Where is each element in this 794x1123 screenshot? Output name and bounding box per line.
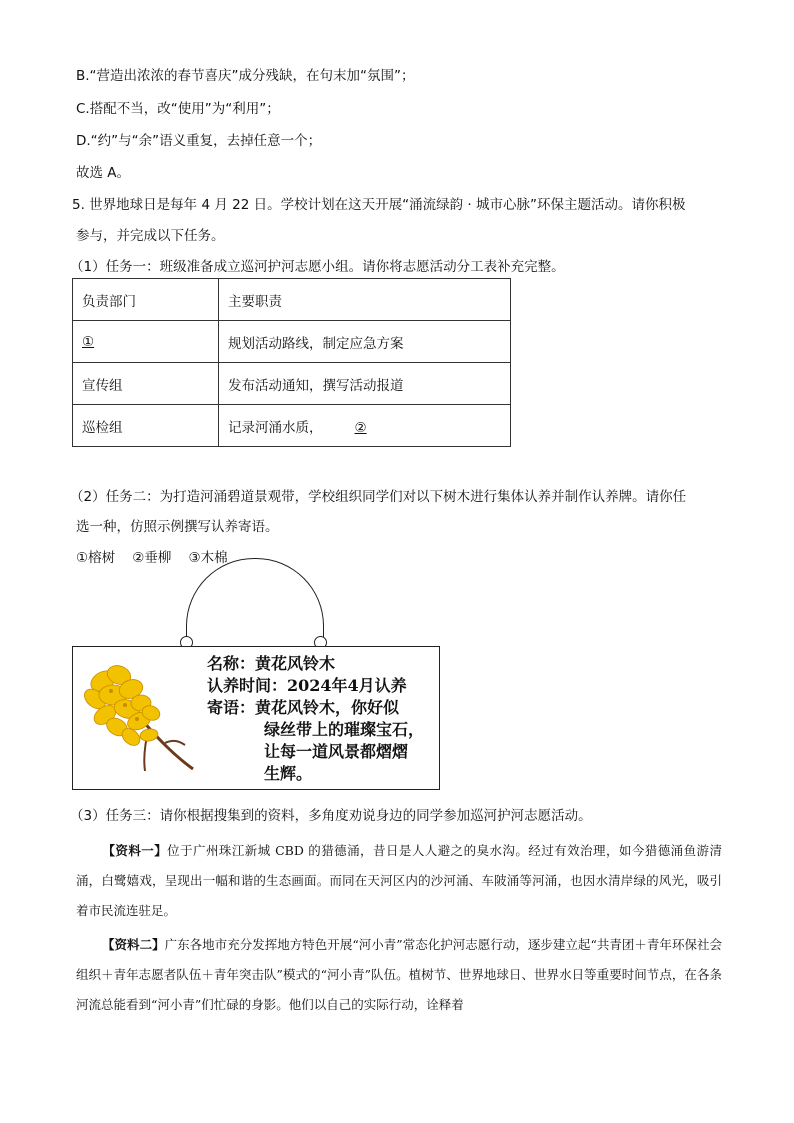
question-5-line-2: 参与，并完成以下任务。 bbox=[76, 228, 225, 244]
answer-line-d: D.“约”与“余”语义重复，去掉任意一个； bbox=[76, 133, 322, 149]
material-2-label: 【资料二】 bbox=[102, 937, 165, 952]
sign-message-line-1: 寄语：黄花风铃木，你好似 bbox=[207, 698, 400, 717]
task-2-prompt-line-2: 选一种，仿照示例撰写认养寄语。 bbox=[76, 519, 279, 535]
table-row bbox=[73, 363, 511, 405]
sign-message-line-4: 生辉。 bbox=[264, 764, 313, 783]
table-cell bbox=[219, 405, 511, 447]
table-cell: 规划活动路线，制定应急方案 bbox=[219, 321, 511, 363]
table-header-cell: 主要职责 bbox=[219, 279, 511, 321]
table-row bbox=[73, 321, 511, 363]
table-cell-blank-1 bbox=[73, 321, 219, 363]
table-cell: 发布活动通知，撰写活动报道 bbox=[219, 363, 511, 405]
sign-message-line-3: 让每一道风景都熠熠 bbox=[264, 742, 409, 761]
sign-adopt-time: 认养时间：2024年4月认养 bbox=[207, 676, 407, 695]
duty-table bbox=[72, 278, 511, 447]
material-1-text: 位于广州珠江新城 CBD 的猎德涌，昔日是人人避之的臭水沟。经过有效治理，如今猎德涌鱼游清涌，白鹭嬉戏，呈现出一幅和谐的生态画面。而同在天河区内的沙河涌、车陂涌等河涌，也因水清岸绿的风光，吸引着市民流连驻足。 bbox=[76, 843, 722, 918]
table-header-row bbox=[73, 279, 511, 321]
task-3-prompt: （3）任务三：请你根据搜集到的资料，多角度劝说身边的同学参加巡河护河志愿活动。 bbox=[70, 808, 592, 824]
question-5-line-1: 5. 世界地球日是每年 4 月 22 日。学校计划在这天开展“涌流绿韵 · 城市心脉”环保主题活动。请你积极 bbox=[72, 197, 686, 213]
blank-marker: ① bbox=[82, 333, 95, 350]
table-cell-text: 记录河涌水质， bbox=[228, 419, 323, 436]
blank-marker: ② bbox=[354, 419, 367, 436]
sign-text bbox=[207, 653, 424, 785]
table-header-cell: 负责部门 bbox=[73, 279, 219, 321]
table-cell: 宣传组 bbox=[73, 363, 219, 405]
material-2 bbox=[76, 930, 722, 1020]
material-2-text: 广东各地市充分发挥地方特色开展“河小青”常态化护河志愿行动，逐步建立起“共青团＋青年环保社会组织＋青年志愿者队伍＋青年突击队”模式的“河小青”队伍。植树节、世界地球日、世界水日等重要时间节点，在各条河流总能看到“河小青”们忙碌的身影。他们以自己的实际行动，诠释着 bbox=[76, 937, 722, 1012]
answer-line-b: B.“营造出浓浓的春节喜庆”成分残缺，在句末加“氛围”； bbox=[76, 68, 415, 84]
adoption-sign bbox=[72, 646, 440, 790]
task-1-prompt: （1）任务一：班级准备成立巡河护河志愿小组。请你将志愿活动分工表补充完整。 bbox=[70, 259, 565, 275]
yellow-bell-flower-image bbox=[81, 661, 205, 779]
tree-options: ①榕树 ②垂柳 ③木棉 bbox=[76, 550, 228, 566]
answer-line-c: C.搭配不当，改“使用”为“利用”； bbox=[76, 101, 280, 117]
sign-message-line-2: 绿丝带上的璀璨宝石， bbox=[264, 720, 425, 739]
table-row bbox=[73, 405, 511, 447]
material-1-label: 【资料一】 bbox=[102, 843, 168, 858]
answer-conclusion: 故选 A。 bbox=[76, 165, 131, 181]
task-2-prompt-line-1: （2）任务二：为打造河涌碧道景观带，学校组织同学们对以下树木进行集体认养并制作认养牌。请你任 bbox=[70, 489, 687, 505]
material-1 bbox=[76, 836, 722, 926]
sign-name: 名称：黄花风铃木 bbox=[207, 654, 336, 673]
table-cell: 巡检组 bbox=[73, 405, 219, 447]
